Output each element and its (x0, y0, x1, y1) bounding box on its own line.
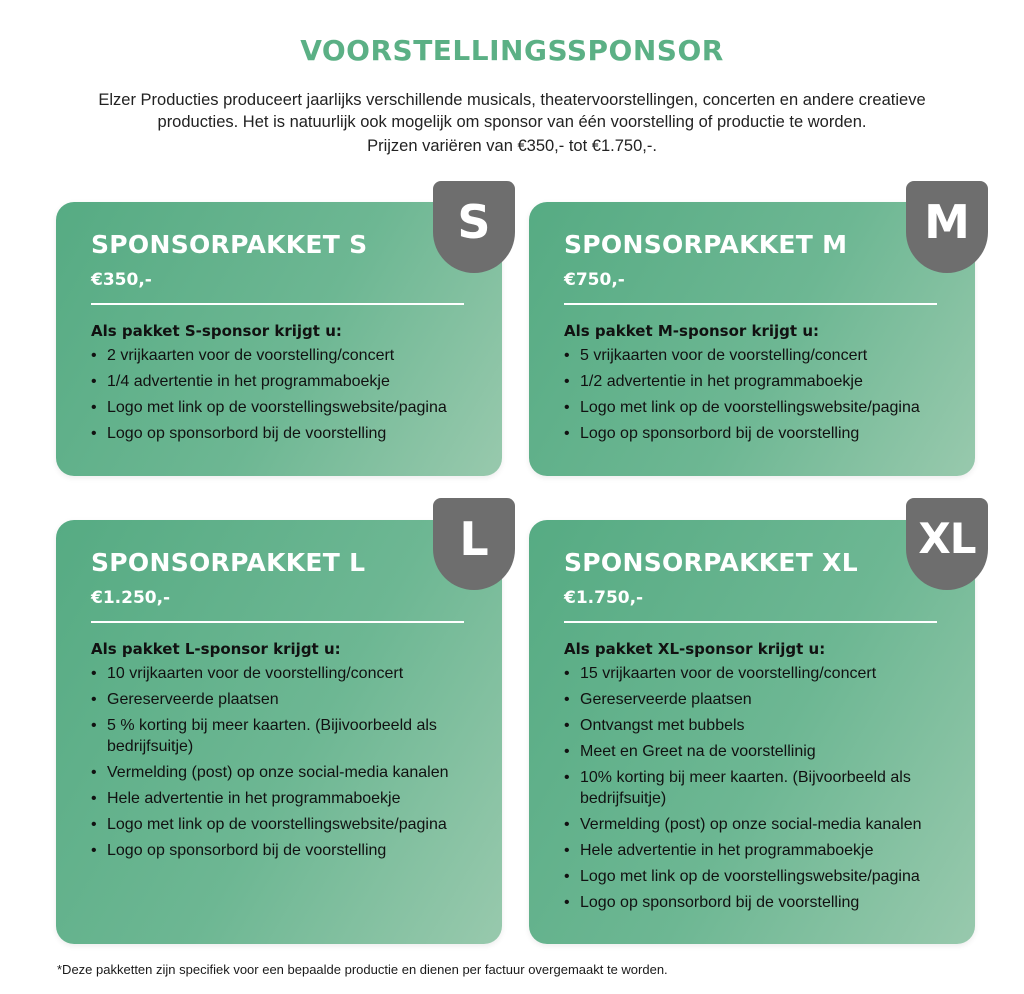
divider (91, 621, 464, 623)
package-name: SPONSORPAKKET XL (564, 548, 858, 577)
package-intro: Als pakket L-sponsor krijgt u: (91, 640, 341, 658)
benefit-item: • 5 vrijkaarten voor de voorstelling/concert (564, 345, 944, 366)
size-tab-xl: XL (906, 498, 988, 590)
package-body (564, 638, 944, 918)
package-intro: Als pakket M-sponsor krijgt u: (564, 322, 819, 340)
benefit-item: • Logo met link op de voorstellingswebsite/pagina (564, 397, 944, 418)
benefit-item: • Logo op sponsorbord bij de voorstelling (91, 423, 471, 444)
benefit-item: • Logo op sponsorbord bij de voorstelling (564, 892, 944, 913)
package-body (91, 320, 471, 449)
package-price: €350,- (91, 270, 152, 290)
package-name: SPONSORPAKKET L (91, 548, 366, 577)
benefit-item: • Hele advertentie in het programmaboekje (564, 840, 944, 861)
benefit-item: • Gereserveerde plaatsen (91, 689, 471, 710)
benefit-item: • Logo met link op de voorstellingswebsite/pagina (564, 866, 944, 887)
divider (91, 303, 464, 305)
benefit-item: • Gereserveerde plaatsen (564, 689, 944, 710)
benefit-item: • Vermelding (post) op onze social-media kanalen (91, 762, 471, 783)
benefit-item: • Logo met link op de voorstellingswebsite/pagina (91, 814, 471, 835)
package-name: SPONSORPAKKET S (91, 230, 368, 259)
size-tab-l: L (433, 498, 515, 590)
footnote: *Deze pakketten zijn specifiek voor een bepaalde productie en dienen per factuur overgemaakt te worden. (57, 962, 668, 977)
benefit-item: • 10% korting bij meer kaarten. (Bijvoorbeeld als bedrijfsuitje) (564, 767, 944, 809)
size-tab-m: M (906, 181, 988, 273)
benefit-list (91, 345, 471, 444)
package-card-l (56, 520, 502, 944)
divider (564, 303, 937, 305)
package-intro: Als pakket XL-sponsor krijgt u: (564, 640, 826, 658)
package-body (91, 638, 471, 866)
package-intro: Als pakket S-sponsor krijgt u: (91, 322, 342, 340)
package-price: €1.250,- (91, 588, 171, 608)
benefit-item: • Ontvangst met bubbels (564, 715, 944, 736)
benefit-item: • Hele advertentie in het programmaboekje (91, 788, 471, 809)
benefit-list (564, 663, 944, 913)
package-price: €750,- (564, 270, 625, 290)
benefit-item: • Logo op sponsorbord bij de voorstelling (564, 423, 944, 444)
package-price: €1.750,- (564, 588, 644, 608)
benefit-item: • 1/4 advertentie in het programmaboekje (91, 371, 471, 392)
package-name: SPONSORPAKKET M (564, 230, 848, 259)
benefit-item: • Meet en Greet na de voorstellinig (564, 741, 944, 762)
benefit-item: • 10 vrijkaarten voor de voorstelling/concert (91, 663, 471, 684)
package-body (564, 320, 944, 449)
benefit-item: • Vermelding (post) op onze social-media kanalen (564, 814, 944, 835)
size-tab-s: S (433, 181, 515, 273)
benefit-item: • 2 vrijkaarten voor de voorstelling/concert (91, 345, 471, 366)
benefit-item: • 15 vrijkaarten voor de voorstelling/concert (564, 663, 944, 684)
benefit-item: • Logo met link op de voorstellingswebsite/pagina (91, 397, 471, 418)
package-card-xl (529, 520, 975, 944)
intro-text: Elzer Producties produceert jaarlijks verschillende musicals, theatervoorstellingen, concerten en andere creatieve producties. Het is natuurlijk ook mogelijk om sponsor van één voorstelling of productie te worden. (98, 91, 926, 131)
divider (564, 621, 937, 623)
price-range-text: Prijzen variëren van €350,- tot €1.750,-. (367, 137, 657, 155)
benefit-list (564, 345, 944, 444)
benefit-item: • 5 % korting bij meer kaarten. (Bijivoorbeeld als bedrijfsuitje) (91, 715, 471, 757)
benefit-list (91, 663, 471, 861)
page-title: VOORSTELLINGSSPONSOR (300, 34, 724, 67)
benefit-item: • Logo op sponsorbord bij de voorstelling (91, 840, 471, 861)
benefit-item: • 1/2 advertentie in het programmaboekje (564, 371, 944, 392)
